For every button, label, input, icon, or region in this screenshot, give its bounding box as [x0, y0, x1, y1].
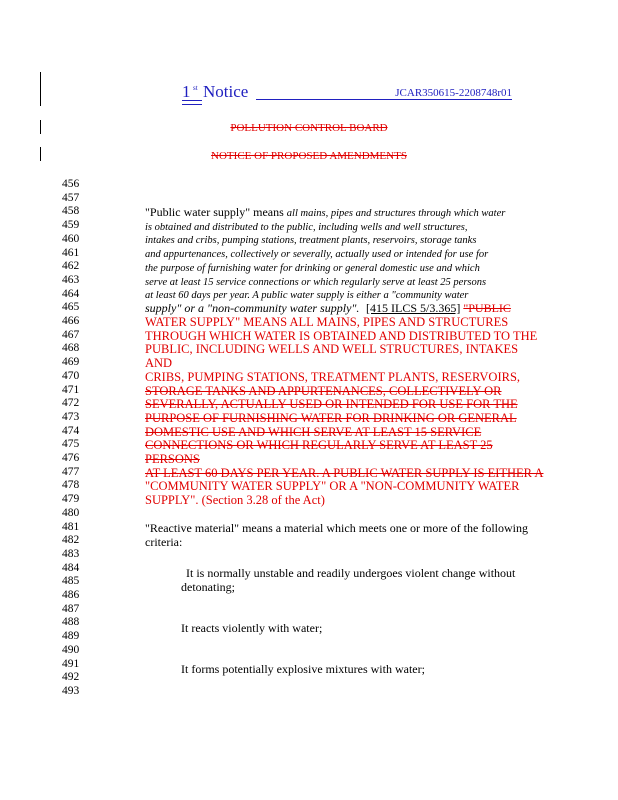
italic-line: supply" or a "non-community water supply". — [145, 301, 360, 315]
uppercase-definition — [145, 316, 545, 508]
line-number: 480 — [62, 506, 80, 519]
caps-line: "COMMUNITY WATER SUPPLY" OR A "NON-COMMUNITY WATER — [145, 479, 520, 494]
italic-line: at least 60 days per year. A public water supply is either a "community water — [145, 290, 469, 302]
line-number: 483 — [62, 547, 80, 560]
line-number: 459 — [62, 219, 80, 232]
line-number: 477 — [62, 465, 80, 478]
definition-term: "Public water supply" means — [145, 205, 284, 219]
line-number: 458 — [62, 205, 80, 218]
line-number: 463 — [62, 273, 80, 286]
criterion-1: It is normally unstable and readily undergoes violent change without — [186, 566, 516, 580]
struck-caps-line: SEVERALLY, ACTUALLY USED OR INTENDED FOR USE FOR THE — [145, 397, 518, 412]
line-number: 456 — [62, 178, 80, 190]
caps-line: THROUGH WHICH WATER IS OBTAINED AND DISTRIBUTED TO THE — [145, 328, 538, 343]
notice-number: 1 — [182, 82, 191, 101]
line-number: 469 — [62, 356, 80, 369]
line-number: 489 — [62, 630, 80, 643]
caps-line: CRIBS, PUMPING STATIONS, TREATMENT PLANTS, RESERVOIRS, — [145, 369, 521, 384]
definition-line — [145, 206, 545, 221]
criterion-2: It reacts violently with water; — [181, 621, 323, 635]
line-number: 461 — [62, 246, 80, 259]
line-number: 491 — [62, 657, 80, 670]
agency-name: POLLUTION CONTROL BOARD — [230, 122, 388, 134]
caps-line: PUBLIC, INCLUDING WELLS AND WELL STRUCTURES, INTAKES AND — [145, 342, 519, 371]
line-number: 478 — [62, 479, 80, 492]
struck-caps-line: PURPOSE OF FURNISHING WATER FOR DRINKING OR GENERAL — [145, 410, 517, 425]
notice-superscript: st — [193, 84, 198, 92]
notice-header — [182, 82, 512, 104]
line-number: 473 — [62, 410, 80, 423]
line-number: 470 — [62, 369, 80, 382]
italic-line: is obtained and distributed to the public, including wells and well structures, — [145, 221, 468, 233]
line-number: 476 — [62, 452, 80, 464]
public-water-supply-definition — [145, 206, 545, 303]
line-number: 475 — [62, 438, 80, 451]
line-number: 460 — [62, 232, 80, 245]
line-number: 466 — [62, 315, 80, 327]
line-number: 492 — [62, 671, 80, 684]
line-number: 486 — [62, 589, 80, 601]
notice-title: Notice — [203, 82, 249, 101]
struck-caps-line: STORAGE TANKS AND APPURTENANCES, COLLECTIVELY OR — [145, 383, 502, 398]
caps-line: WATER SUPPLY" MEANS ALL MAINS, PIPES AND STRUCTURES — [145, 315, 509, 329]
line-number: 484 — [62, 561, 80, 574]
line-number: 471 — [62, 383, 80, 396]
citation-text: [415 ILCS 5/3.365] — [366, 301, 461, 315]
line-number: 467 — [62, 328, 80, 341]
line-number: 481 — [62, 520, 80, 533]
line-number: 479 — [62, 493, 80, 506]
line-number: 472 — [62, 397, 80, 410]
italic-line: and appurtenances, collectively or severally, actually used or intended for use for — [145, 249, 489, 261]
reactive-material-definition: "Reactive material" means a material which meets one or more of the following — [145, 521, 528, 535]
italic-line: serve at least 15 service connections or which regularly serve at least 25 persons — [145, 276, 487, 288]
line-number: 465 — [62, 301, 80, 314]
line-number: 490 — [62, 643, 80, 656]
criterion-1-continued: detonating; — [181, 580, 235, 594]
line-number: 474 — [62, 424, 80, 437]
line-number: 485 — [62, 575, 80, 588]
double-underline — [182, 100, 202, 105]
struck-text: "PUBLIC — [463, 301, 511, 315]
italic-line: intakes and cribs, pumping stations, treatment plants, reservoirs, storage tanks — [145, 235, 477, 247]
line-number: 487 — [62, 602, 80, 615]
line-number: 482 — [62, 534, 80, 547]
struck-caps-line: CONNECTIONS OR WHICH REGULARLY SERVE AT LEAST 25 PERSONS — [145, 438, 493, 467]
change-bar — [40, 72, 41, 106]
criterion-3: It forms potentially explosive mixtures with water; — [181, 662, 425, 676]
struck-caps-line: AT LEAST 60 DAYS PER YEAR. A PUBLIC WATER SUPPLY IS EITHER A — [145, 465, 544, 480]
line-number: 457 — [62, 191, 80, 204]
document-code: JCAR350615-2208748r01 — [395, 87, 512, 99]
italic-text: all mains, pipes and structures through which water — [286, 208, 506, 219]
italic-line: the purpose of furnishing water for drinking or general domestic use and which — [145, 262, 480, 274]
struck-caps-line: DOMESTIC USE AND WHICH SERVE AT LEAST 15 SERVICE — [145, 424, 482, 439]
line-number: 462 — [62, 260, 80, 273]
line-number: 493 — [62, 684, 80, 697]
statute-citation — [366, 302, 511, 316]
line-number: 488 — [62, 616, 80, 629]
notice-heading: NOTICE OF PROPOSED AMENDMENTS — [211, 150, 407, 162]
header-rule — [256, 99, 512, 100]
caps-line: SUPPLY". (Section 3.28 of the Act) — [145, 493, 325, 508]
line-number: 464 — [62, 287, 80, 300]
definition-line: criteria: — [145, 535, 183, 549]
line-number: 468 — [62, 342, 80, 355]
